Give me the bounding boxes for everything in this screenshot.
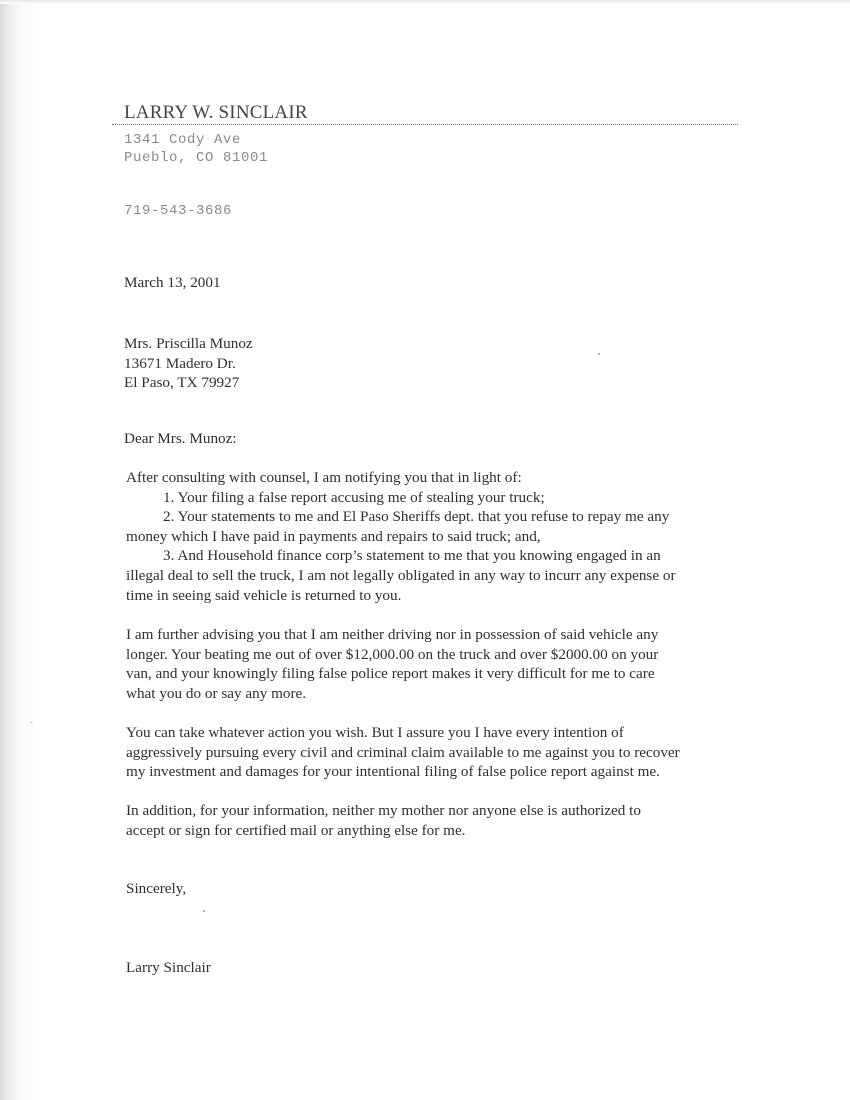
page-top-edge [0,0,850,4]
list-item-1: 1. Your filing a false report accusing me of stealing your truck; [163,488,545,506]
letterhead-address-line1: 1341 Cody Ave [124,132,242,148]
paragraph-line: I am further advising you that I am neither driving nor in possession of said vehicle any [126,626,659,643]
recipient-street: 13671 Madero Dr. [124,354,236,372]
paragraph-line: van, and your knowingly filing false police report makes it very difficult for me to care [126,665,655,683]
signature-name: Larry Sinclair [126,959,211,976]
letterhead-name: LARRY W. SINCLAIR [124,102,308,123]
salutation: Dear Mrs. Munoz: [124,430,237,447]
recipient-name: Mrs. Priscilla Munoz [124,335,253,352]
letterhead-phone: 719-543-3686 [124,203,233,219]
letterhead-address-line2: Pueblo, CO 81001 [124,150,269,166]
letter-date: March 13, 2001 [124,274,221,291]
list-item-3: 3. And Household finance corp’s statement to me that you knowing engaged in an [163,547,661,565]
paragraph-line: longer. Your beating me out of over $12,000.00 on the truck and over $2000.00 on your [126,645,659,663]
closing: Sincerely, [126,880,187,897]
paragraph-line: what you do or say any more. [126,684,307,702]
paragraph-1 [126,468,676,605]
scan-speck [30,722,33,723]
paragraph-line: illegal deal to sell the truck, I am not legally obligated in any way to incurr any expense or [126,566,676,584]
paragraph-line: After consulting with counsel, I am notifying you that in light of: [126,469,522,486]
paragraph-line: accept or sign for certified mail or anything else for me. [126,821,466,839]
paragraph-line: my investment and damages for your intentional filing of false police report against me. [126,763,660,781]
paragraph-3 [126,723,680,782]
paragraph-line: You can take whatever action you wish. But I assure you I have every intention of [126,724,624,741]
scan-speck [203,910,205,912]
paragraph-line: In addition, for your information, neither my mother nor anyone else is authorized to [126,802,641,819]
paragraph-line: aggressively pursuing every civil and criminal claim available to me against you to recover [126,743,680,761]
recipient-address [124,334,253,393]
recipient-city-state-zip: El Paso, TX 79927 [124,374,240,391]
letterhead-rule [112,124,738,125]
scan-speck [598,353,600,355]
paragraph-line: time in seeing said vehicle is returned to you. [126,586,402,604]
paragraph-2 [126,625,658,703]
paragraph-line: money which I have paid in payments and repairs to said truck; and, [126,527,541,545]
list-item-2: 2. Your statements to me and El Paso Sheriffs dept. that you refuse to repay me any [163,508,670,526]
paragraph-4 [126,801,641,840]
